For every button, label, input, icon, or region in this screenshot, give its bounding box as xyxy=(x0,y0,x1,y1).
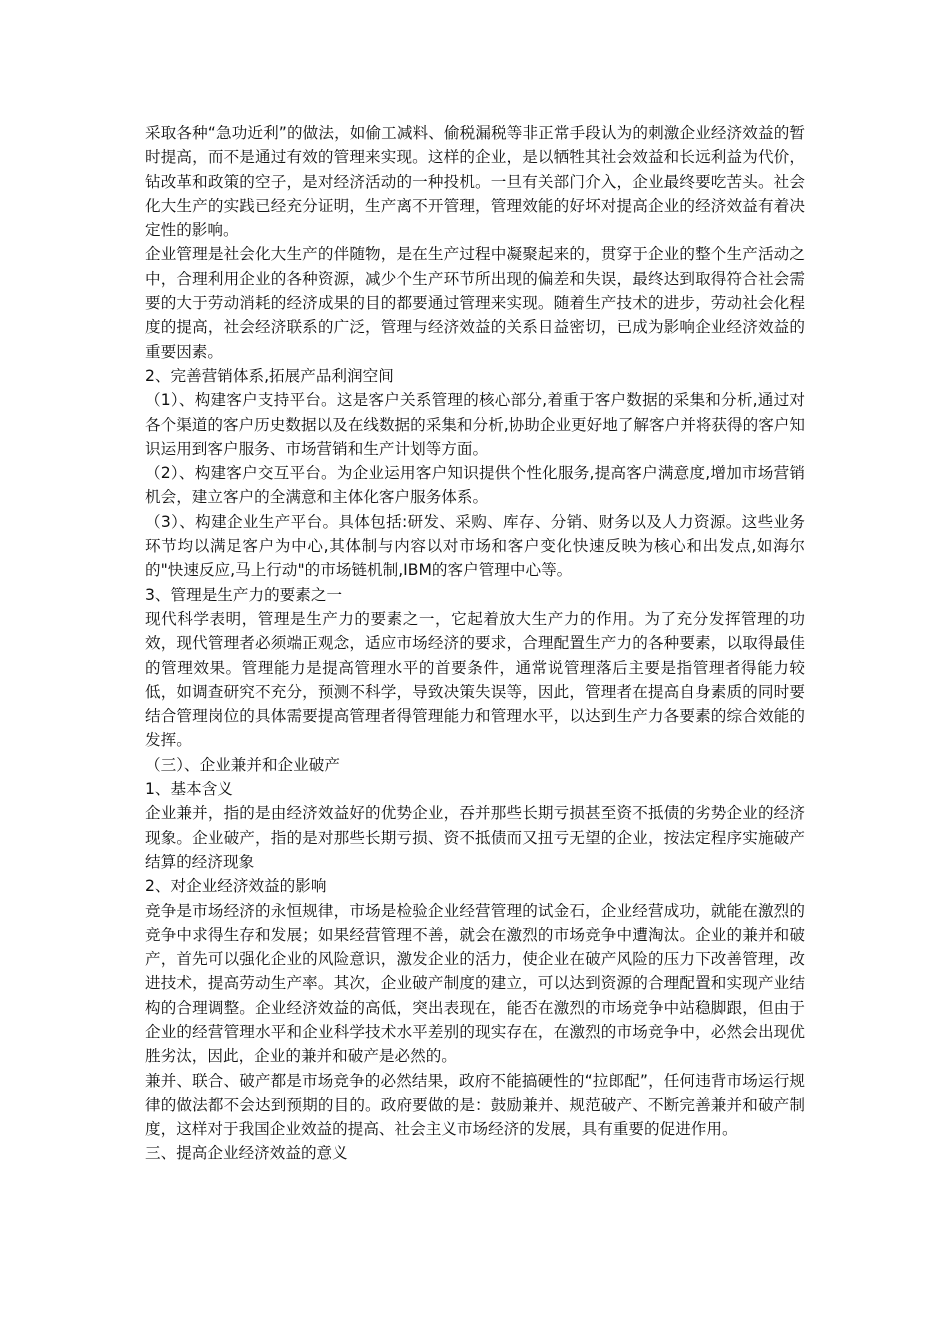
subheading-impact-on-efficiency: 2、对企业经济效益的影响 xyxy=(145,877,327,896)
section-heading-management-productivity: 3、管理是生产力的要素之一 xyxy=(145,585,343,604)
list-item-production-platform: （3）、构建企业生产平台。具体包括:研发、采购、库存、分销、财务以及人力资源。这些业务环节均以满足客户为中心,其体制与内容以对市场和客户变化快速反映为核心和出发点,如海尔的"快速反应,马上行动"的市场链机制,IBM的客户管理中心等。 xyxy=(145,512,805,580)
paragraph-competition: 竞争是市场经济的永恒规律，市场是检验企业经营管理的试金石，企业经营成功，就能在激烈的竞争中求得生存和发展；如果经营管理不善，就会在激烈的市场竞争中遭淘汰。企业的兼并和破产，首先可以强化企业的风险意识，激发企业的活力，使企业在破产风险的压力下改善管理，改进技术，提高劳动生产率。其次，企业破产制度的建立，可以达到资源的合理配置和实现产业结构的合理调整。企业经济效益的高低，突出表现在，能否在激烈的市场竞争中站稳脚跟，但由于企业的经营管理水平和企业科学技术水平差别的现实存在，在激烈的市场竞争中，必然会出现优胜劣汰，因此，企业的兼并和破产是必然的。 xyxy=(145,901,805,1066)
paragraph-merger-definition: 企业兼并，指的是由经济效益好的优势企业，吞并那些长期亏损甚至资不抵债的劣势企业的经济现象。企业破产，指的是对那些长期亏损、资不抵债而又扭亏无望的企业，按法定程序实施破产结算的经济现象 xyxy=(145,804,805,871)
paragraph-management-productivity: 现代科学表明，管理是生产力的要素之一，它起着放大生产力的作用。为了充分发挥管理的功效，现代管理者必须端正观念，适应市场经济的要求，合理配置生产力的各种要素，以取得最佳的管理效果。管理能力是提高管理水平的首要条件，通常说管理落后主要是指管理者得能力较低，如调查研究不充分，预测不科学，导致决策失误等，因此，管理者在提高自身素质的同时要结合管理岗位的具体需要提高管理者得管理能力和管理水平，以达到生产力各要素的综合效能的发挥。 xyxy=(145,609,805,750)
section-heading-marketing-system: 2、完善营销体系,拓展产品利润空间 xyxy=(145,366,394,385)
paragraph-short-term-profit: 采取各种“急功近利”的做法，如偷工减料、偷税漏税等非正常手段认为的刺激企业经济效益的暂时提高，而不是通过有效的管理来实现。这样的企业，是以牺牲其社会效益和长远利益为代价，钻改革和政策的空子，是对经济活动的一种投机。一旦有关部门介入，企业最终要吃苦头。社会化大生产的实践已经充分证明，生产离不开管理，管理效能的好坏对提高企业的经济效益有着决定性的影响。 xyxy=(145,124,805,240)
section-heading-significance: 三、提高企业经济效益的意义 xyxy=(145,1144,348,1163)
subheading-basic-meaning: 1、基本含义 xyxy=(145,780,233,799)
list-item-customer-support-platform: （1）、构建客户支持平台。这是客户关系管理的核心部分,着重于客户数据的采集和分析,通过对各个渠道的客户历史数据以及在线数据的采集和分析,协助企业更好地了解客户并将获得的客户知识运用到客户服务、市场营销和生产计划等方面。 xyxy=(145,391,805,458)
paragraph-government-role: 兼并、联合、破产都是市场竞争的必然结果，政府不能搞硬性的“拉郎配”，任何违背市场运行规律的做法都不会达到预期的目的。政府要做的是：鼓励兼并、规范破产、不断完善兼并和破产制度，这样对于我国企业效益的提高、社会主义市场经济的发展，具有重要的促进作用。 xyxy=(145,1071,805,1139)
document-body xyxy=(145,121,805,1166)
list-item-customer-interaction-platform: （2）、构建客户交互平台。为企业运用客户知识提供个性化服务,提高客户满意度,增加市场营销机会，建立客户的全满意和主体化客户服务体系。 xyxy=(145,464,805,507)
paragraph-enterprise-management: 企业管理是社会化大生产的伴随物，是在生产过程中凝聚起来的，贯穿于企业的整个生产活动之中，合理利用企业的各种资源，减少个生产环节所出现的偏差和失误，最终达到取得符合社会需要的大于劳动消耗的经济成果的目的都要通过管理来实现。随着生产技术的进步，劳动社会化程度的提高，社会经济联系的广泛，管理与经济效益的关系日益密切，已成为影响企业经济效益的重要因素。 xyxy=(145,245,805,361)
section-heading-merger-bankruptcy: （三）、企业兼并和企业破产 xyxy=(145,755,340,774)
